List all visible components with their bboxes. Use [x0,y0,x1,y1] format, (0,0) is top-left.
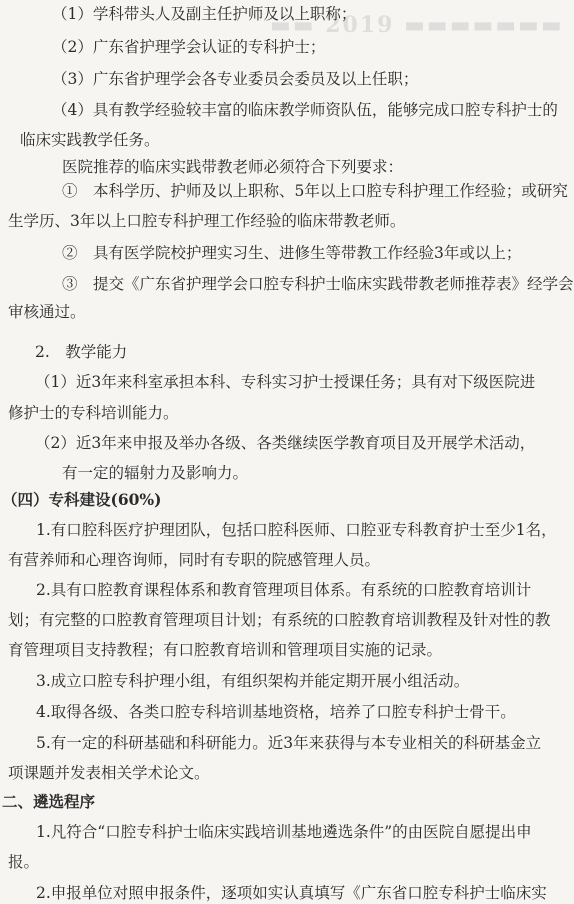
text-line: （1）学科带头人及副主任护师及以上职称； [52,5,357,23]
text-line: ② 具有医学院校护理实习生、进修生等带教工作经验3年或以上； [62,244,522,262]
text-line: 报。 [8,853,40,871]
text-line: 1.有口腔科医疗护理团队，包括口腔科医师、口腔亚专科教育护士至少1名， [36,521,557,539]
show-through-watermark: ▬▬ 2019 ▬▬▬▬▬▬▬ [270,12,564,38]
text-line: （2）广东省护理学会认证的专科护士； [52,38,326,56]
text-line: 生学历、3年以上口腔专科护理工作经验的临床带教老师。 [8,212,406,230]
text-line: 项课题并发表相关学术论文。 [8,764,210,782]
text-line: （2）近3年来申报及举办各级、各类继续医学教育项目及开展学术活动， [35,434,536,452]
text-line: 3.成立口腔专科护理小组，有组织架构并能定期开展小组活动。 [36,672,470,690]
section-heading: （四）专科建设(60%) [2,490,162,509]
text-line: 4.取得各级、各类口腔专科培训基地资格，培养了口腔专科护士骨干。 [36,703,516,721]
text-line: 2.具有口腔教育课程体系和教育管理项目体系。有系统的口腔教育培训计 [36,581,532,599]
text-line: 修护士的专科培训能力。 [8,404,179,422]
section-heading: 二、遴选程序 [2,792,96,811]
text-line: 有一定的辐射力及影响力。 [62,464,249,482]
text-line: （4）具有教学经验较丰富的临床教学师资队伍，能够完成口腔专科护士的 [52,101,558,119]
text-line: 5.有一定的科研基础和科研能力。近3年来获得与本专业相关的科研基金立 [36,734,542,752]
text-line: 2.申报单位对照申报条件，逐项如实认真填写《广东省口腔专科护士临床实 [36,884,547,902]
text-line: 划；有完整的口腔教育管理项目计划；有系统的口腔教育培训教程及针对性的教 [8,611,551,629]
text-line: 育管理项目支持教程；有口腔教育培训和管理项目实施的记录。 [8,641,443,659]
text-line: 临床实践教学任务。 [20,131,160,149]
text-line: 1.凡符合“口腔专科护士临床实践培训基地遴选条件”的由医院自愿提出申 [36,823,532,841]
text-line: （3）广东省护理学会各专业委员会委员及以上任职； [52,70,419,88]
text-line: ③ 提交《广东省护理学会口腔专科护士临床实践带教老师推荐表》经学会 [62,275,574,293]
text-line: 有营养师和心理咨询师，同时有专职的院感管理人员。 [8,551,381,569]
text-line: （1）近3年来科室承担本科、专科实习护士授课任务；具有对下级医院进 [35,373,536,391]
text-line: 2. 教学能力 [35,343,128,361]
text-line: ① 本科学历、护师及以上职称、5年以上口腔专科护理工作经验；或研究 [62,182,568,200]
text-line: 医院推荐的临床实践带教老师必须符合下列要求： [62,158,404,176]
text-line: 审核通过。 [8,303,86,321]
